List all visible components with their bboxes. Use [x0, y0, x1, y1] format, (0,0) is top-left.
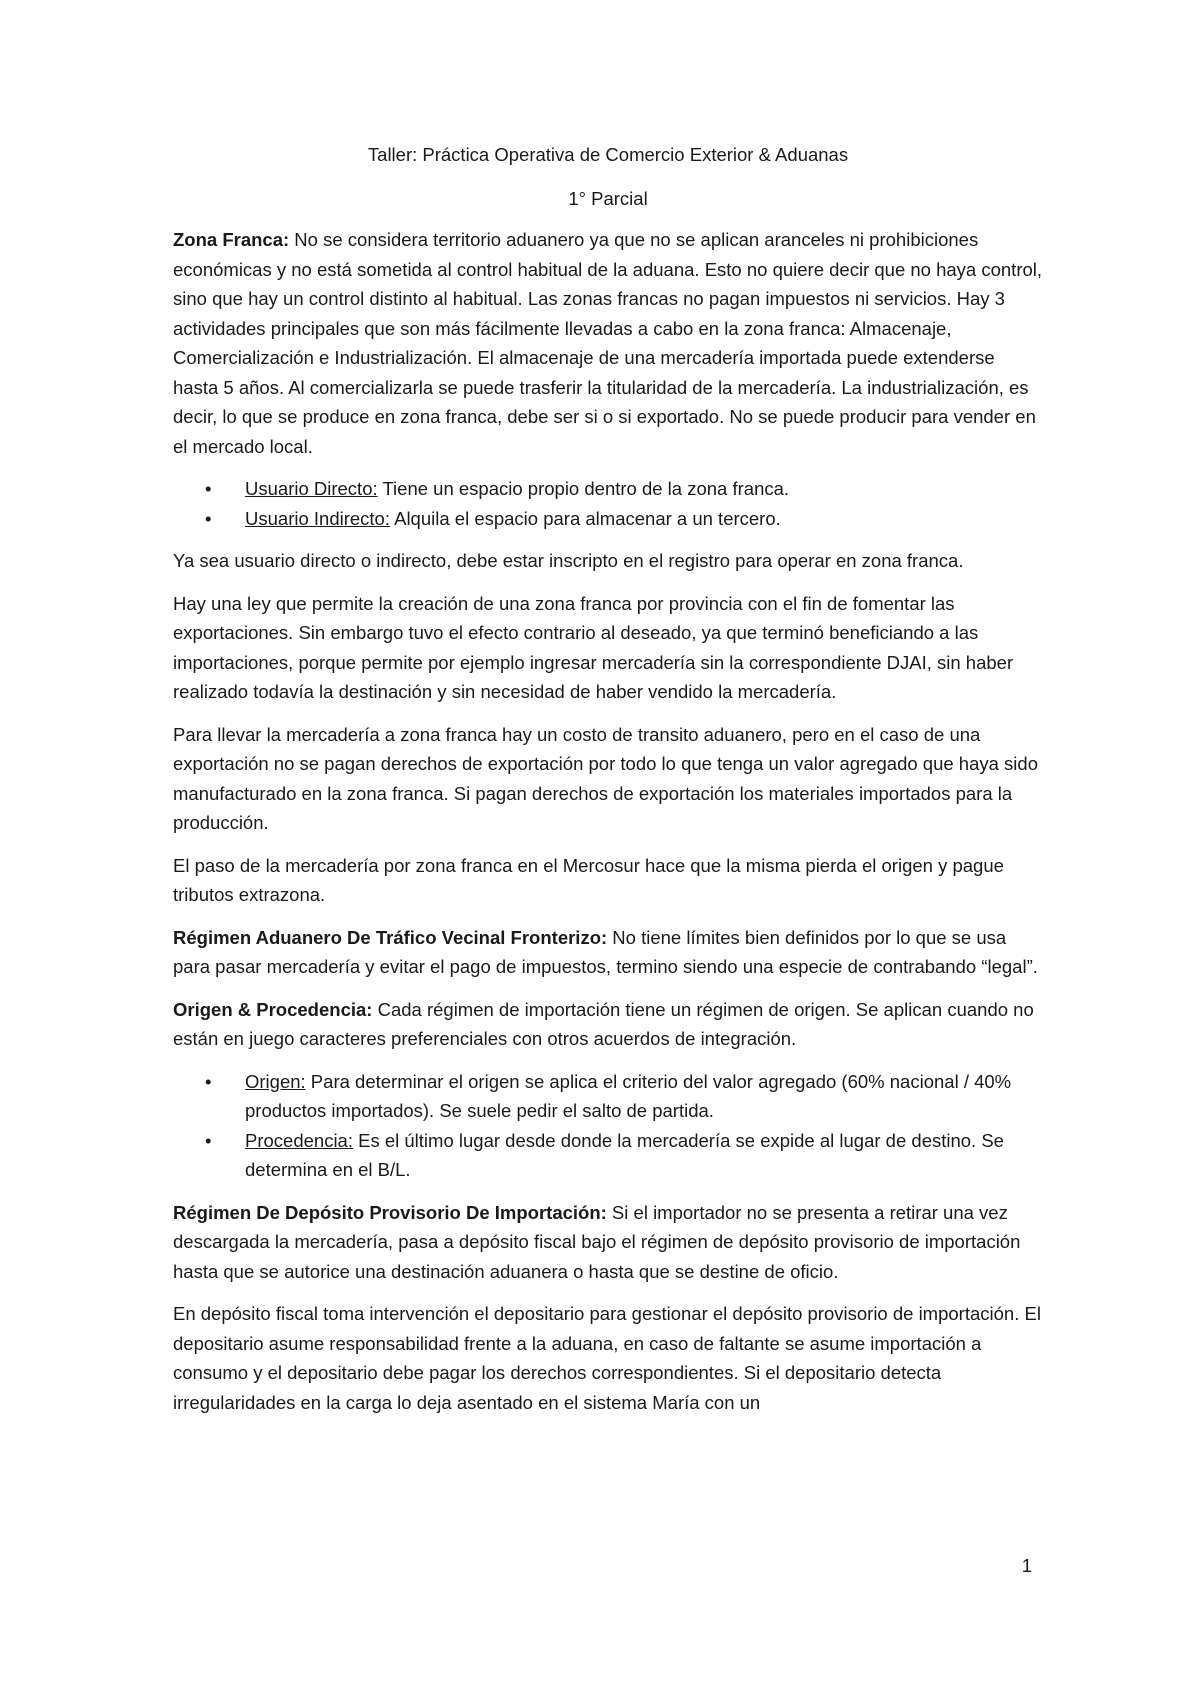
- bullet-icon: •: [205, 507, 212, 529]
- list-item-text: Tiene un espacio propio dentro de la zona franca.: [377, 478, 790, 499]
- bullet-icon: •: [205, 1129, 212, 1151]
- deposito-provisorio-paragraph: [173, 1198, 1043, 1287]
- document-title: Taller: Práctica Operativa de Comercio Exterior & Aduanas: [367, 144, 849, 165]
- trafico-vecinal-paragraph: [173, 923, 1043, 982]
- body-paragraph: Para llevar la mercadería a zona franca hay un costo de transito aduanero, pero en el caso de una exportación no se pagan derechos de exportación por todo lo que tenga un valor agregado que haya sido manufacturado en la zona franca. Si pagan derechos de exportación los materiales importados para la producción.: [173, 723, 1038, 833]
- usuarios-list: [173, 474, 1043, 533]
- list-item-text: Alquila el espacio para almacenar a un tercero.: [389, 507, 781, 529]
- trafico-vecinal-text: No tiene límites bien definidos por lo que se usa para pasar mercadería y evitar el pago de impuestos, termino siendo una especie de contrabando “legal”.: [173, 926, 1038, 977]
- list-item-label: Origen:: [245, 1070, 306, 1092]
- zona-franca-text: No se considera territorio aduanero ya que no se aplican aranceles ni prohibiciones económicas y no está sometida al control habitual de la aduana. Esto no quiere decir que no haya control, sino que hay un control distinto al habitual. Las zonas francas no pagan impuestos ni servicios. Hay 3 actividades principales que son más fácilmente llevadas a cabo en la zona franca: Almacenaje, Comercialización e Industrialización. El almacenaje de una mercadería importada puede extenderse hasta 5 años. Al comercializarla se puede trasferir la titularidad de la mercadería. La industrialización, es decir, lo que se produce en zona franca, debe ser si o si exportado. No se puede producir para vender en el mercado local.: [173, 229, 1043, 457]
- list-item-label: Procedencia:: [245, 1129, 353, 1151]
- zona-franca-paragraph: [173, 225, 1043, 461]
- deposito-provisorio-heading: Régimen De Depósito Provisorio De Importación:: [173, 1201, 607, 1223]
- zona-franca-heading: Zona Franca:: [173, 229, 290, 250]
- document-body: [173, 140, 1043, 1430]
- list-item: [205, 1067, 1043, 1126]
- body-paragraph: Hay una ley que permite la creación de una zona franca por provincia con el fin de fomentar las exportaciones. Sin embargo tuvo el efecto contrario al deseado, ya que terminó beneficiando a las importaciones, porque permite por ejemplo ingresar mercadería sin la correspondiente DJAI, sin haber realizado todavía la destinación y sin necesidad de haber vendido la mercadería.: [173, 592, 1014, 702]
- origen-procedencia-paragraph: [173, 995, 1043, 1054]
- origen-procedencia-text: Cada régimen de importación tiene un régimen de origen. Se aplican cuando no están en juego caracteres preferenciales con otros acuerdos de integración.: [173, 998, 1034, 1049]
- origen-procedencia-list: [173, 1067, 1043, 1185]
- bullet-icon: •: [205, 478, 212, 499]
- origen-procedencia-heading: Origen & Procedencia:: [173, 998, 373, 1020]
- deposito-provisorio-text: Si el importador no se presenta a retirar una vez descargada la mercadería, pasa a depósito fiscal bajo el régimen de depósito provisorio de importación hasta que se autorice una destinación aduanera o hasta que se destine de oficio.: [173, 1201, 1021, 1282]
- body-paragraph: Ya sea usuario directo o indirecto, debe estar inscripto en el registro para operar en zona franca.: [173, 550, 964, 571]
- body-paragraph: El paso de la mercadería por zona franca en el Mercosur hace que la misma pierda el origen y pague tributos extrazona.: [173, 854, 1004, 905]
- list-item-label: Usuario Indirecto:: [245, 507, 390, 529]
- body-paragraph: En depósito fiscal toma intervención el depositario para gestionar el depósito provisorio de importación. El depositario asume responsabilidad frente a la aduana, en caso de faltante se asume importación a consumo y el depositario debe pagar los derechos correspondientes. Si el depositario detecta irregularidades en la carga lo deja asentado en el sistema María con un: [173, 1303, 1041, 1413]
- list-item-text: Para determinar el origen se aplica el criterio del valor agregado (60% nacional / 40% productos importados). Se suele pedir el salto de partida.: [245, 1070, 1012, 1121]
- page-number: 1: [1021, 1555, 1032, 1576]
- list-item: [205, 474, 1043, 504]
- document-subtitle: 1° Parcial: [568, 187, 648, 209]
- list-item: [205, 504, 1043, 534]
- bullet-icon: •: [205, 1070, 212, 1092]
- list-item-text: Es el último lugar desde donde la mercadería se expide al lugar de destino. Se determina en el B/L.: [245, 1129, 1004, 1180]
- list-item-label: Usuario Directo:: [245, 478, 378, 499]
- list-item: [205, 1126, 1043, 1185]
- trafico-vecinal-heading: Régimen Aduanero De Tráfico Vecinal Fronterizo:: [173, 926, 608, 948]
